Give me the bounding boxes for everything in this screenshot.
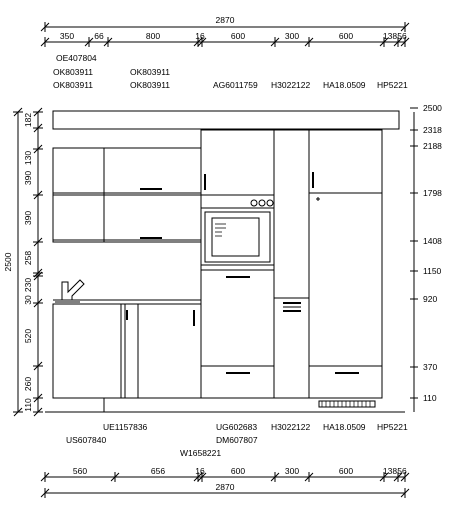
left-dim-230: 230 xyxy=(23,277,33,293)
left-dim-258: 258 xyxy=(23,250,33,266)
bottom-dim-560: 560 xyxy=(72,466,88,476)
code-oe407804: OE407804 xyxy=(56,53,97,63)
code-us607840: US607840 xyxy=(66,435,107,445)
oven-control-icon xyxy=(251,200,273,206)
faucet-icon xyxy=(62,280,84,300)
height-2188: 2188 xyxy=(423,141,442,151)
code-h3022122-top: H3022122 xyxy=(271,80,311,90)
code-ha180509-top: HA18.0509 xyxy=(323,80,366,90)
left-dim-30: 30 xyxy=(23,295,33,305)
top-segment-dimensions xyxy=(41,31,409,47)
code-ug602683: UG602683 xyxy=(216,422,258,432)
code-hp5221-bottom: HP5221 xyxy=(377,422,408,432)
top-overall-value: 2870 xyxy=(215,15,235,25)
code-ok803911-r2a: OK803911 xyxy=(53,67,94,77)
top-dim-800: 800 xyxy=(145,31,161,41)
left-dim-260: 260 xyxy=(23,376,33,392)
fridge-symbol-icon xyxy=(316,197,320,201)
bottom-dim-16: 16 xyxy=(195,466,205,476)
left-dim-130: 130 xyxy=(23,150,33,166)
left-segment-dimensions xyxy=(23,108,43,416)
code-ok803911-r3b: OK803911 xyxy=(130,80,171,90)
bottom-dim-300: 300 xyxy=(284,466,300,476)
sink-area xyxy=(53,280,201,304)
code-ok803911-r2b: OK803911 xyxy=(130,67,171,77)
height-2318: 2318 xyxy=(423,125,442,135)
height-370: 370 xyxy=(423,362,438,372)
code-h3022122-bottom: H3022122 xyxy=(271,422,311,432)
top-dim-56: 56 xyxy=(397,31,407,41)
code-ue1157836: UE1157836 xyxy=(103,422,148,432)
bottom-dim-600a: 600 xyxy=(230,466,246,476)
narrow-pullout-unit xyxy=(274,130,309,398)
height-1408: 1408 xyxy=(423,236,442,246)
left-overall-value: 2500 xyxy=(3,252,13,272)
bottom-article-codes xyxy=(66,422,408,458)
left-dim-110: 110 xyxy=(23,398,33,412)
top-dim-16: 16 xyxy=(195,31,205,41)
code-w1658221: W1658221 xyxy=(180,448,222,458)
height-1150: 1150 xyxy=(423,266,442,276)
code-dm607807: DM607807 xyxy=(216,435,258,445)
oven-door xyxy=(205,212,270,262)
bottom-dim-138: 138 xyxy=(382,466,398,476)
tall-oven-unit xyxy=(201,130,274,398)
top-dim-350: 350 xyxy=(59,31,75,41)
top-dim-138: 138 xyxy=(382,31,398,41)
height-110: 110 xyxy=(423,393,437,403)
bottom-overall-value: 2870 xyxy=(215,482,235,492)
code-ok803911-r3a: OK803911 xyxy=(53,80,94,90)
height-920: 920 xyxy=(423,294,438,304)
top-dim-300: 300 xyxy=(284,31,300,41)
code-ha180509-bottom: HA18.0509 xyxy=(323,422,366,432)
left-dim-390b: 390 xyxy=(23,210,33,226)
code-ag6011759: AG6011759 xyxy=(213,80,258,90)
code-hp5221-top: HP5221 xyxy=(377,80,408,90)
bottom-dim-600b: 600 xyxy=(338,466,354,476)
height-1798: 1798 xyxy=(423,188,442,198)
base-units xyxy=(53,304,201,412)
height-2500: 2500 xyxy=(423,103,442,113)
bottom-overall-dimension xyxy=(41,482,409,498)
right-height-scale xyxy=(410,103,442,412)
kitchen-elevation xyxy=(45,111,405,412)
left-dim-390a: 390 xyxy=(23,170,33,186)
top-dim-600a: 600 xyxy=(230,31,246,41)
ceiling-panel xyxy=(53,111,399,129)
left-overall-dimension xyxy=(3,108,23,416)
top-overall-dimension xyxy=(41,15,409,32)
fridge-tall-unit xyxy=(309,130,382,398)
upper-wall-units xyxy=(53,148,201,242)
top-dim-600b: 600 xyxy=(338,31,354,41)
plinth-vent xyxy=(319,401,375,407)
top-article-codes xyxy=(53,53,408,90)
left-dim-520: 520 xyxy=(23,328,33,344)
bottom-segment-dimensions xyxy=(41,466,409,482)
top-dim-66: 66 xyxy=(94,31,104,41)
bottom-dim-56: 56 xyxy=(397,466,407,476)
bottom-dim-656: 656 xyxy=(150,466,166,476)
left-dim-182: 182 xyxy=(23,112,33,128)
